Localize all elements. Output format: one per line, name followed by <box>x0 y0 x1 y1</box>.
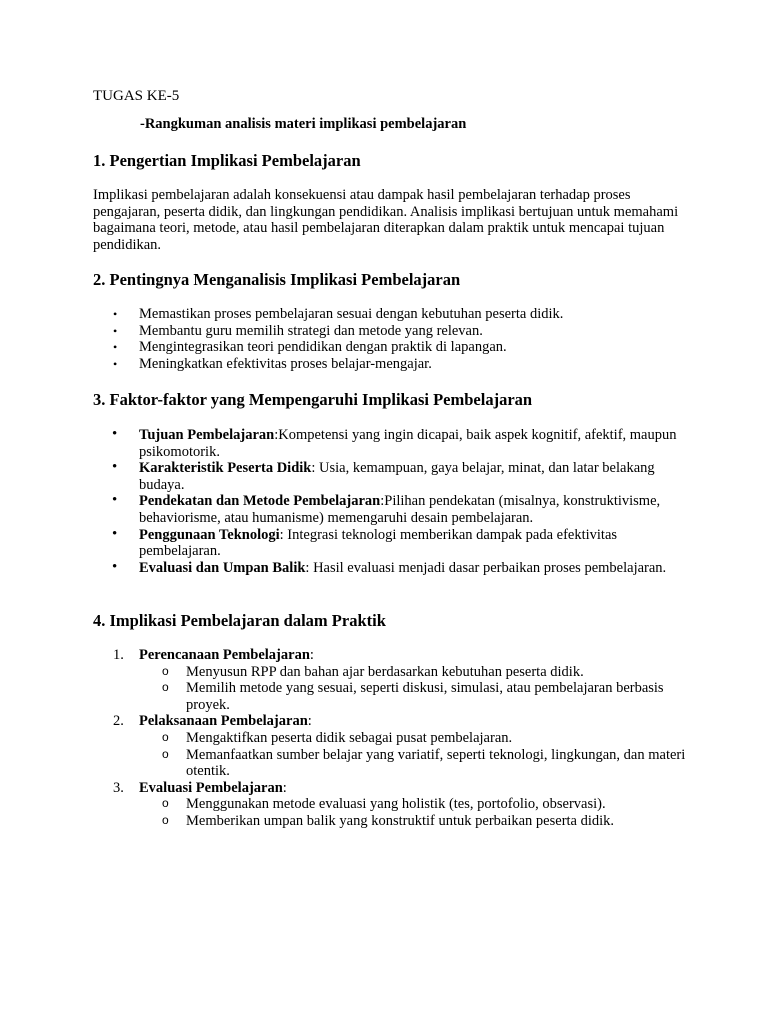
list-item-text: Meningkatkan efektivitas proses belajar-mengajar. <box>139 355 432 372</box>
sub-list-item-text: Menggunakan metode evaluasi yang holistik (tes, portofolio, observasi). <box>186 796 606 813</box>
list-item-text: :Pilihan pendekatan (misalnya, konstruktivisme, behaviorisme, atau humanisme) memengaruhi desain pembelajaran. <box>139 493 661 526</box>
bullet-icon: • <box>113 340 118 355</box>
sub-list-item-text: Memanfaatkan sumber belajar yang variatif, seperti teknologi, lingkungan, dan materi otentik. <box>186 746 686 780</box>
sub-list-item <box>139 747 690 780</box>
section-2-list <box>0 306 690 372</box>
list-item-term: Evaluasi dan Umpan Balik <box>139 559 306 576</box>
sub-list <box>139 730 690 780</box>
document-title: TUGAS KE-5 <box>93 88 180 104</box>
list-item-text: :Kompetensi yang ingin dicapai, baik aspek kognitif, afektif, maupun psikomotorik. <box>139 427 677 460</box>
sub-list-item <box>139 680 690 713</box>
sub-list-item <box>139 664 690 681</box>
numbered-item-suffix: : <box>309 647 314 663</box>
numbered-item-term: Pelaksanaan Pembelajaran <box>139 713 308 730</box>
list-item <box>0 339 690 356</box>
numbered-item-suffix: : <box>307 713 312 730</box>
list-item-term: Pendekatan dan Metode Pembelajaran <box>139 493 381 510</box>
list-item-text: Mengintegrasikan teori pendidikan dengan praktik di lapangan. <box>139 339 507 356</box>
list-item-text: Memastikan proses pembelajaran sesuai dengan kebutuhan peserta didik. <box>139 306 564 322</box>
list-item <box>0 323 690 340</box>
section-1-paragraph: Implikasi pembelajaran adalah konsekuensi atau dampak hasil pembelajaran terhadap proses pengajaran, peserta didik, dan lingkungan pendidikan. Analisis implikasi bertujuan untuk memahami bagaimana teori, metode, atau hasil pembelajaran diterapkan dalam praktik untuk mencapai tujuan pendidikan. <box>93 187 679 253</box>
list-item <box>0 306 690 323</box>
circle-bullet-icon: o <box>162 680 169 695</box>
bullet-icon: • <box>113 323 118 338</box>
bullet-icon: • <box>113 356 118 371</box>
section-3-list <box>0 427 690 576</box>
list-item-text: Membantu guru memilih strategi dan metode yang relevan. <box>139 322 483 339</box>
section-3-heading: 3. Faktor-faktor yang Mempengaruhi Implikasi Pembelajaran <box>93 390 533 409</box>
sub-list-item-text: Mengaktifkan peserta didik sebagai pusat pembelajaran. <box>186 729 513 746</box>
bullet-icon: • <box>112 459 118 476</box>
list-item <box>0 560 690 577</box>
numbered-item <box>0 647 690 713</box>
list-item-term: Karakteristik Peserta Didik <box>139 460 312 477</box>
sub-list-item <box>139 730 690 747</box>
list-item <box>0 427 690 460</box>
list-item <box>0 460 690 493</box>
list-item-text: : Usia, kemampuan, gaya belajar, minat, dan latar belakang budaya. <box>139 460 655 493</box>
circle-bullet-icon: o <box>162 663 169 678</box>
sub-list <box>139 664 690 714</box>
circle-bullet-icon: o <box>162 812 169 827</box>
numbered-item-term: Evaluasi Pembelajaran <box>139 779 283 796</box>
sub-list-item-text: Memberikan umpan balik yang konstruktif untuk perbaikan peserta didik. <box>186 812 615 829</box>
sub-list-item <box>139 813 690 830</box>
item-number: 3. <box>113 779 124 796</box>
list-item-text: : Hasil evaluasi menjadi dasar perbaikan proses pembelajaran. <box>305 559 667 576</box>
list-item-text: : Integrasi teknologi memberikan dampak pada efektivitas pembelajaran. <box>139 526 618 560</box>
circle-bullet-icon: o <box>162 796 169 811</box>
document-subtitle: -Rangkuman analisis materi implikasi pembelajaran <box>140 116 467 132</box>
sub-list <box>139 796 690 829</box>
list-item <box>0 493 690 526</box>
numbered-item-term: Perencanaan Pembelajaran <box>139 647 310 663</box>
list-item-term: Penggunaan Teknologi <box>139 526 280 543</box>
bullet-icon: • <box>112 558 118 575</box>
bullet-icon: • <box>113 307 118 321</box>
numbered-item-suffix: : <box>282 779 287 796</box>
list-item <box>0 356 690 373</box>
sub-list-item-text: Menyusun RPP dan bahan ajar berdasarkan kebutuhan peserta didik. <box>186 663 584 680</box>
circle-bullet-icon: o <box>162 729 169 744</box>
section-1-heading: 1. Pengertian Implikasi Pembelajaran <box>93 151 361 170</box>
bullet-icon: • <box>112 525 118 542</box>
bullet-icon: • <box>112 426 118 442</box>
item-number: 2. <box>113 713 124 730</box>
item-number: 1. <box>113 647 124 663</box>
bullet-icon: • <box>112 492 118 509</box>
circle-bullet-icon: o <box>162 746 169 761</box>
section-2-heading: 2. Pentingnya Menganalisis Implikasi Pembelajaran <box>93 270 461 289</box>
sub-list-item-text: Memilih metode yang sesuai, seperti diskusi, simulasi, atau pembelajaran berbasis proyek. <box>186 680 664 713</box>
numbered-item <box>0 780 690 830</box>
list-item <box>0 527 690 560</box>
numbered-item <box>0 713 690 779</box>
list-item-term: Tujuan Pembelajaran <box>139 427 275 443</box>
sub-list-item <box>139 796 690 813</box>
section-4-list <box>0 647 690 830</box>
section-4-heading: 4. Implikasi Pembelajaran dalam Praktik <box>93 611 386 630</box>
